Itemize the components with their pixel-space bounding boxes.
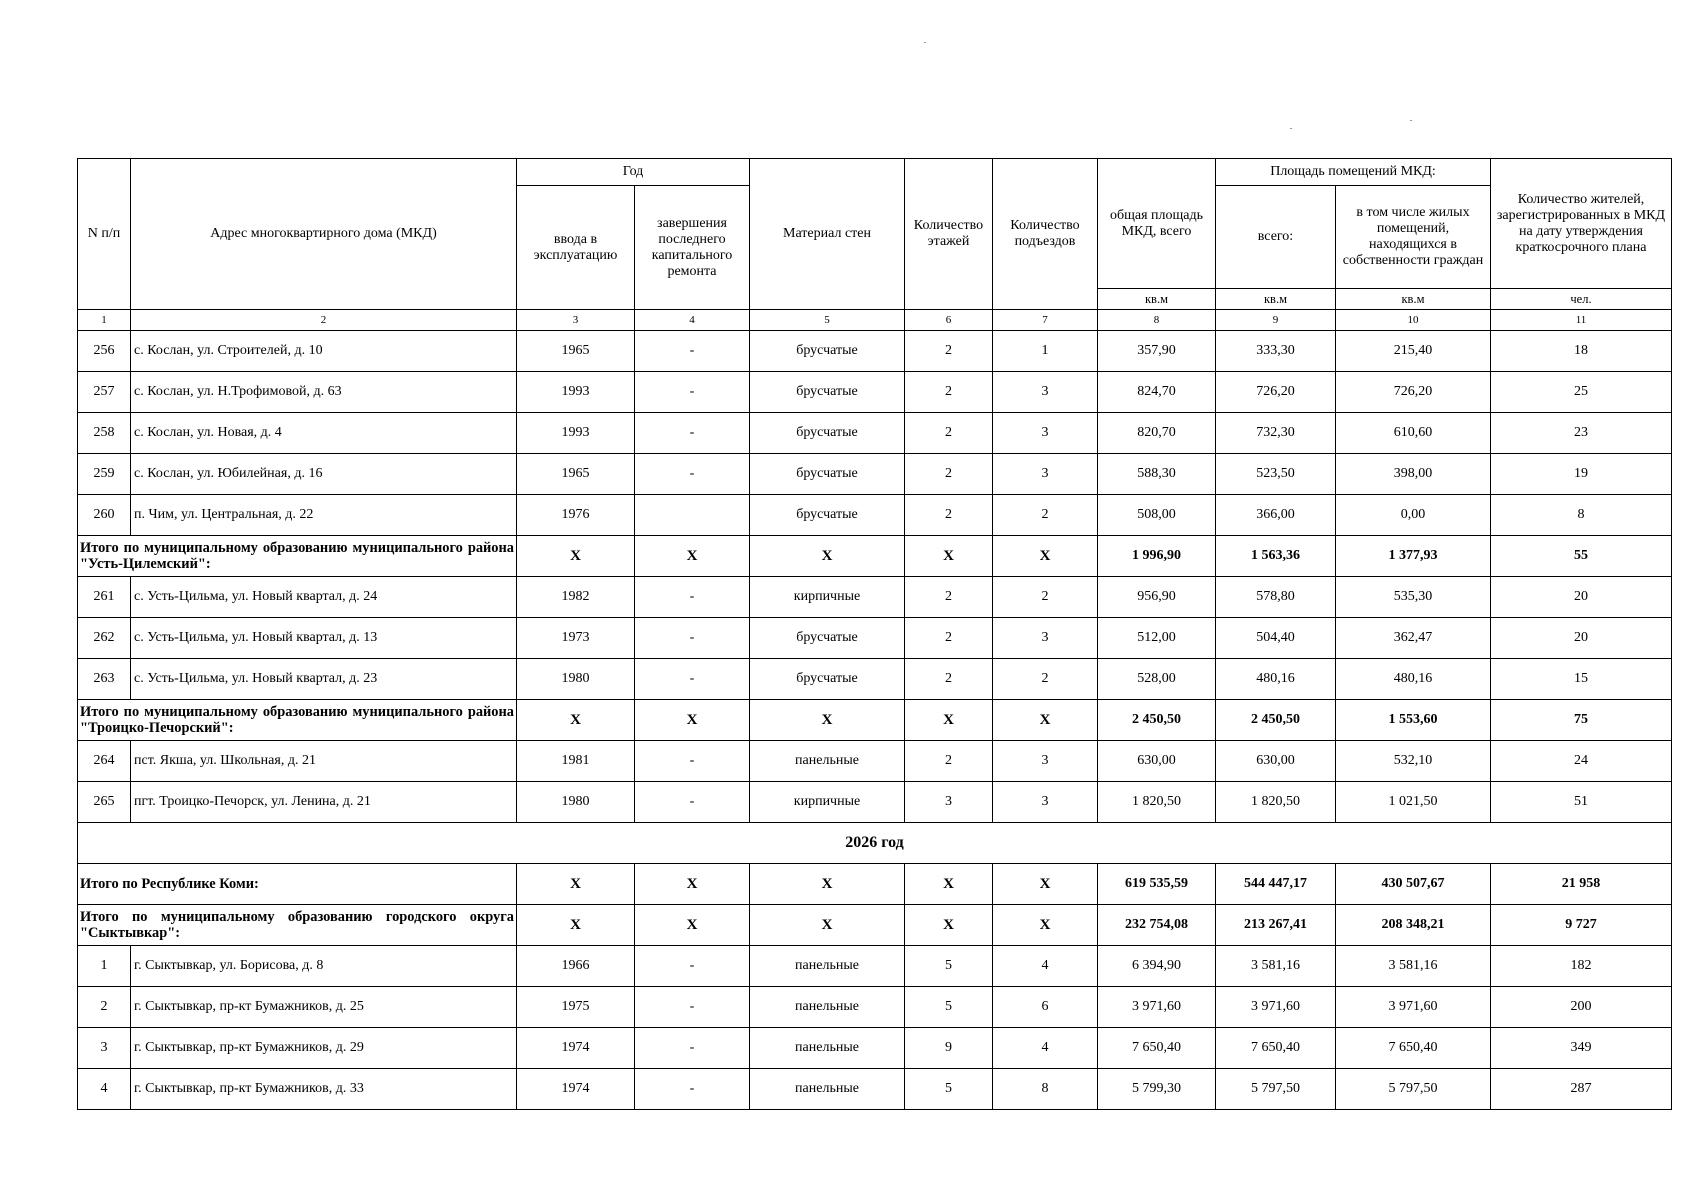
cell-floors: 2 bbox=[905, 495, 993, 536]
cell-entrances: 2 bbox=[993, 495, 1098, 536]
cell-floors: X bbox=[905, 905, 993, 946]
cell-area-all: 7 650,40 bbox=[1216, 1028, 1336, 1069]
cell-floors: 2 bbox=[905, 372, 993, 413]
cell-area-residential: 480,16 bbox=[1336, 659, 1491, 700]
cell-area-all: 480,16 bbox=[1216, 659, 1336, 700]
cell-floors: 2 bbox=[905, 454, 993, 495]
cell-address: г. Сыктывкар, ул. Борисова, д. 8 bbox=[131, 946, 517, 987]
cell-address: с. Усть-Цильма, ул. Новый квартал, д. 24 bbox=[131, 577, 517, 618]
header-row-1 bbox=[78, 159, 1672, 186]
cell-year-last-repair: - bbox=[635, 741, 750, 782]
cell-area-residential: 215,40 bbox=[1336, 331, 1491, 372]
cell-entrances: 8 bbox=[993, 1069, 1098, 1110]
cell-residents: 20 bbox=[1491, 577, 1672, 618]
cell-area-all: 732,30 bbox=[1216, 413, 1336, 454]
cell-area-all: 3 581,16 bbox=[1216, 946, 1336, 987]
cell-year-commission: X bbox=[517, 700, 635, 741]
cell-year-commission: 1975 bbox=[517, 987, 635, 1028]
column-numbers-row bbox=[78, 310, 1672, 331]
cell-year-commission: X bbox=[517, 905, 635, 946]
cell-row-num: 259 bbox=[78, 454, 131, 495]
cell-wall-material: кирпичные bbox=[750, 577, 905, 618]
col-number: 10 bbox=[1336, 310, 1491, 331]
cell-residents: 8 bbox=[1491, 495, 1672, 536]
year-section-label: 2026 год bbox=[78, 823, 1672, 864]
cell-year-commission: 1993 bbox=[517, 413, 635, 454]
cell-year-commission: 1981 bbox=[517, 741, 635, 782]
cell-residents: 55 bbox=[1491, 536, 1672, 577]
cell-year-last-repair: X bbox=[635, 864, 750, 905]
cell-floors: X bbox=[905, 700, 993, 741]
cell-total-area: 956,90 bbox=[1098, 577, 1216, 618]
unit-area-all: кв.м bbox=[1216, 289, 1336, 310]
cell-area-all: 213 267,41 bbox=[1216, 905, 1336, 946]
cell-year-last-repair: X bbox=[635, 905, 750, 946]
cell-year-commission: 1980 bbox=[517, 659, 635, 700]
cell-residents: 19 bbox=[1491, 454, 1672, 495]
cell-total-area: 588,30 bbox=[1098, 454, 1216, 495]
cell-row-num: 1 bbox=[78, 946, 131, 987]
table-row bbox=[78, 741, 1672, 782]
cell-residents: 25 bbox=[1491, 372, 1672, 413]
cell-entrances: 3 bbox=[993, 782, 1098, 823]
scan-speck bbox=[1410, 120, 1412, 121]
cell-year-commission: 1982 bbox=[517, 577, 635, 618]
cell-wall-material: X bbox=[750, 536, 905, 577]
cell-entrances: 1 bbox=[993, 331, 1098, 372]
header-entrances: Количество подъездов bbox=[993, 159, 1098, 310]
cell-floors: X bbox=[905, 536, 993, 577]
cell-residents: 23 bbox=[1491, 413, 1672, 454]
cell-area-residential: 208 348,21 bbox=[1336, 905, 1491, 946]
cell-year-commission: 1965 bbox=[517, 454, 635, 495]
table-row bbox=[78, 495, 1672, 536]
unit-area-residential: кв.м bbox=[1336, 289, 1491, 310]
cell-total-area: 3 971,60 bbox=[1098, 987, 1216, 1028]
cell-area-residential: 3 581,16 bbox=[1336, 946, 1491, 987]
cell-entrances: 3 bbox=[993, 413, 1098, 454]
cell-area-residential: 398,00 bbox=[1336, 454, 1491, 495]
cell-address: с. Кослан, ул. Н.Трофимовой, д. 63 bbox=[131, 372, 517, 413]
cell-residents: 182 bbox=[1491, 946, 1672, 987]
table-row bbox=[78, 987, 1672, 1028]
cell-row-num: 262 bbox=[78, 618, 131, 659]
cell-address: п. Чим, ул. Центральная, д. 22 bbox=[131, 495, 517, 536]
subtotal-label: Итого по муниципальному образованию муниципального района "Троицко-Печорский": bbox=[78, 700, 517, 741]
cell-floors: 2 bbox=[905, 413, 993, 454]
cell-year-last-repair: - bbox=[635, 659, 750, 700]
cell-year-last-repair: - bbox=[635, 946, 750, 987]
cell-wall-material: брусчатые bbox=[750, 413, 905, 454]
cell-entrances: X bbox=[993, 905, 1098, 946]
cell-residents: 75 bbox=[1491, 700, 1672, 741]
cell-area-residential: 1 553,60 bbox=[1336, 700, 1491, 741]
cell-entrances: X bbox=[993, 700, 1098, 741]
cell-area-all: 1 820,50 bbox=[1216, 782, 1336, 823]
cell-entrances: 4 bbox=[993, 1028, 1098, 1069]
header-year-last-repair: завершения последнего капитального ремонта bbox=[635, 186, 750, 310]
header-area-all: всего: bbox=[1216, 186, 1336, 289]
cell-year-commission: 1974 bbox=[517, 1028, 635, 1069]
cell-residents: 15 bbox=[1491, 659, 1672, 700]
cell-area-residential: 535,30 bbox=[1336, 577, 1491, 618]
cell-address: с. Кослан, ул. Строителей, д. 10 bbox=[131, 331, 517, 372]
cell-area-residential: 430 507,67 bbox=[1336, 864, 1491, 905]
cell-floors: 2 bbox=[905, 741, 993, 782]
cell-residents: 349 bbox=[1491, 1028, 1672, 1069]
cell-row-num: 261 bbox=[78, 577, 131, 618]
cell-year-last-repair: - bbox=[635, 331, 750, 372]
subtotal-label: Итого по Республике Коми: bbox=[78, 864, 517, 905]
cell-wall-material: брусчатые bbox=[750, 454, 905, 495]
cell-area-residential: 362,47 bbox=[1336, 618, 1491, 659]
cell-entrances: 4 bbox=[993, 946, 1098, 987]
table-row bbox=[78, 618, 1672, 659]
cell-wall-material: X bbox=[750, 700, 905, 741]
cell-residents: 200 bbox=[1491, 987, 1672, 1028]
subtotal-row bbox=[78, 700, 1672, 741]
cell-year-commission: 1965 bbox=[517, 331, 635, 372]
cell-entrances: 3 bbox=[993, 618, 1098, 659]
cell-floors: 3 bbox=[905, 782, 993, 823]
cell-area-all: 366,00 bbox=[1216, 495, 1336, 536]
cell-year-last-repair: - bbox=[635, 372, 750, 413]
cell-address: с. Усть-Цильма, ул. Новый квартал, д. 23 bbox=[131, 659, 517, 700]
cell-entrances: 2 bbox=[993, 659, 1098, 700]
cell-address: пст. Якша, ул. Школьная, д. 21 bbox=[131, 741, 517, 782]
cell-total-area: 512,00 bbox=[1098, 618, 1216, 659]
cell-wall-material: панельные bbox=[750, 946, 905, 987]
scan-speck bbox=[1290, 128, 1292, 129]
header-area-residential: в том числе жилых помещений, находящихся в собственности граждан bbox=[1336, 186, 1491, 289]
col-number: 2 bbox=[131, 310, 517, 331]
cell-row-num: 265 bbox=[78, 782, 131, 823]
cell-address: с. Кослан, ул. Новая, д. 4 bbox=[131, 413, 517, 454]
cell-floors: X bbox=[905, 864, 993, 905]
cell-year-commission: 1980 bbox=[517, 782, 635, 823]
subtotal-row bbox=[78, 905, 1672, 946]
cell-year-last-repair: - bbox=[635, 782, 750, 823]
cell-row-num: 260 bbox=[78, 495, 131, 536]
scan-speck bbox=[924, 42, 926, 43]
subtotal-row bbox=[78, 864, 1672, 905]
table-body bbox=[78, 331, 1672, 1110]
cell-area-all: 544 447,17 bbox=[1216, 864, 1336, 905]
cell-residents: 20 bbox=[1491, 618, 1672, 659]
cell-year-commission: 1973 bbox=[517, 618, 635, 659]
cell-total-area: 619 535,59 bbox=[1098, 864, 1216, 905]
cell-address: г. Сыктывкар, пр-кт Бумажников, д. 25 bbox=[131, 987, 517, 1028]
cell-wall-material: X bbox=[750, 905, 905, 946]
cell-year-commission: X bbox=[517, 536, 635, 577]
cell-area-residential: 7 650,40 bbox=[1336, 1028, 1491, 1069]
header-year-group: Год bbox=[517, 159, 750, 186]
cell-year-last-repair: X bbox=[635, 700, 750, 741]
cell-total-area: 2 450,50 bbox=[1098, 700, 1216, 741]
cell-year-commission: 1974 bbox=[517, 1069, 635, 1110]
cell-wall-material: панельные bbox=[750, 987, 905, 1028]
cell-wall-material: брусчатые bbox=[750, 495, 905, 536]
cell-year-last-repair: - bbox=[635, 1028, 750, 1069]
subtotal-label: Итого по муниципальному образованию муниципального района "Усть-Цилемский": bbox=[78, 536, 517, 577]
cell-area-all: 2 450,50 bbox=[1216, 700, 1336, 741]
cell-row-num: 3 bbox=[78, 1028, 131, 1069]
cell-residents: 24 bbox=[1491, 741, 1672, 782]
cell-year-last-repair: X bbox=[635, 536, 750, 577]
table-row bbox=[78, 413, 1672, 454]
cell-total-area: 357,90 bbox=[1098, 331, 1216, 372]
cell-address: г. Сыктывкар, пр-кт Бумажников, д. 29 bbox=[131, 1028, 517, 1069]
col-number: 9 bbox=[1216, 310, 1336, 331]
cell-area-all: 504,40 bbox=[1216, 618, 1336, 659]
cell-total-area: 820,70 bbox=[1098, 413, 1216, 454]
cell-wall-material: брусчатые bbox=[750, 659, 905, 700]
cell-year-last-repair bbox=[635, 495, 750, 536]
cell-floors: 5 bbox=[905, 946, 993, 987]
cell-entrances: X bbox=[993, 864, 1098, 905]
cell-total-area: 5 799,30 bbox=[1098, 1069, 1216, 1110]
header-area-group: Площадь помещений МКД: bbox=[1216, 159, 1491, 186]
cell-area-residential: 0,00 bbox=[1336, 495, 1491, 536]
cell-total-area: 1 996,90 bbox=[1098, 536, 1216, 577]
cell-total-area: 824,70 bbox=[1098, 372, 1216, 413]
cell-area-residential: 5 797,50 bbox=[1336, 1069, 1491, 1110]
cell-year-last-repair: - bbox=[635, 577, 750, 618]
cell-year-last-repair: - bbox=[635, 454, 750, 495]
header-total-area: общая площадь МКД, всего bbox=[1098, 159, 1216, 289]
header-year-commission: ввода в эксплуатацию bbox=[517, 186, 635, 310]
cell-area-all: 1 563,36 bbox=[1216, 536, 1336, 577]
table-row bbox=[78, 454, 1672, 495]
cell-entrances: 3 bbox=[993, 372, 1098, 413]
unit-total-area: кв.м bbox=[1098, 289, 1216, 310]
cell-entrances: 2 bbox=[993, 577, 1098, 618]
cell-wall-material: кирпичные bbox=[750, 782, 905, 823]
cell-area-all: 333,30 bbox=[1216, 331, 1336, 372]
cell-entrances: 3 bbox=[993, 741, 1098, 782]
col-number: 11 bbox=[1491, 310, 1672, 331]
cell-area-all: 5 797,50 bbox=[1216, 1069, 1336, 1110]
cell-row-num: 263 bbox=[78, 659, 131, 700]
table-row bbox=[78, 1028, 1672, 1069]
cell-floors: 2 bbox=[905, 331, 993, 372]
table-row bbox=[78, 659, 1672, 700]
cell-area-residential: 532,10 bbox=[1336, 741, 1491, 782]
unit-residents: чел. bbox=[1491, 289, 1672, 310]
cell-wall-material: X bbox=[750, 864, 905, 905]
cell-entrances: X bbox=[993, 536, 1098, 577]
housing-register-table bbox=[77, 158, 1672, 1110]
cell-entrances: 3 bbox=[993, 454, 1098, 495]
cell-year-last-repair: - bbox=[635, 987, 750, 1028]
cell-area-residential: 1 021,50 bbox=[1336, 782, 1491, 823]
table-row bbox=[78, 782, 1672, 823]
cell-row-num: 256 bbox=[78, 331, 131, 372]
table-row bbox=[78, 331, 1672, 372]
cell-address: с. Кослан, ул. Юбилейная, д. 16 bbox=[131, 454, 517, 495]
cell-residents: 18 bbox=[1491, 331, 1672, 372]
cell-year-commission: X bbox=[517, 864, 635, 905]
cell-total-area: 528,00 bbox=[1098, 659, 1216, 700]
col-number: 1 bbox=[78, 310, 131, 331]
cell-floors: 2 bbox=[905, 659, 993, 700]
cell-row-num: 4 bbox=[78, 1069, 131, 1110]
table-row bbox=[78, 577, 1672, 618]
cell-floors: 5 bbox=[905, 1069, 993, 1110]
cell-floors: 2 bbox=[905, 618, 993, 659]
cell-total-area: 6 394,90 bbox=[1098, 946, 1216, 987]
col-number: 3 bbox=[517, 310, 635, 331]
subtotal-row bbox=[78, 536, 1672, 577]
cell-row-num: 2 bbox=[78, 987, 131, 1028]
cell-year-commission: 1976 bbox=[517, 495, 635, 536]
cell-wall-material: брусчатые bbox=[750, 618, 905, 659]
col-number: 7 bbox=[993, 310, 1098, 331]
cell-address: г. Сыктывкар, пр-кт Бумажников, д. 33 bbox=[131, 1069, 517, 1110]
header-floors: Количество этажей bbox=[905, 159, 993, 310]
year-section-row bbox=[78, 823, 1672, 864]
cell-residents: 9 727 bbox=[1491, 905, 1672, 946]
table-row bbox=[78, 946, 1672, 987]
cell-residents: 21 958 bbox=[1491, 864, 1672, 905]
table-row bbox=[78, 372, 1672, 413]
cell-total-area: 7 650,40 bbox=[1098, 1028, 1216, 1069]
cell-wall-material: брусчатые bbox=[750, 372, 905, 413]
cell-year-commission: 1966 bbox=[517, 946, 635, 987]
cell-floors: 9 bbox=[905, 1028, 993, 1069]
cell-total-area: 232 754,08 bbox=[1098, 905, 1216, 946]
cell-row-num: 257 bbox=[78, 372, 131, 413]
cell-wall-material: брусчатые bbox=[750, 331, 905, 372]
cell-area-all: 523,50 bbox=[1216, 454, 1336, 495]
cell-total-area: 1 820,50 bbox=[1098, 782, 1216, 823]
cell-year-commission: 1993 bbox=[517, 372, 635, 413]
cell-wall-material: панельные bbox=[750, 741, 905, 782]
cell-total-area: 630,00 bbox=[1098, 741, 1216, 782]
col-number: 8 bbox=[1098, 310, 1216, 331]
cell-row-num: 264 bbox=[78, 741, 131, 782]
cell-row-num: 258 bbox=[78, 413, 131, 454]
header-residents: Количество жителей, зарегистрированных в МКД на дату утверждения краткосрочного плана bbox=[1491, 159, 1672, 289]
cell-floors: 5 bbox=[905, 987, 993, 1028]
cell-total-area: 508,00 bbox=[1098, 495, 1216, 536]
cell-area-all: 630,00 bbox=[1216, 741, 1336, 782]
cell-floors: 2 bbox=[905, 577, 993, 618]
col-number: 4 bbox=[635, 310, 750, 331]
cell-residents: 287 bbox=[1491, 1069, 1672, 1110]
table-row bbox=[78, 1069, 1672, 1110]
cell-area-residential: 726,20 bbox=[1336, 372, 1491, 413]
cell-residents: 51 bbox=[1491, 782, 1672, 823]
cell-area-all: 726,20 bbox=[1216, 372, 1336, 413]
cell-year-last-repair: - bbox=[635, 618, 750, 659]
cell-address: пгт. Троицко-Печорск, ул. Ленина, д. 21 bbox=[131, 782, 517, 823]
cell-area-residential: 1 377,93 bbox=[1336, 536, 1491, 577]
header-wall-material: Материал стен bbox=[750, 159, 905, 310]
cell-year-last-repair: - bbox=[635, 413, 750, 454]
cell-area-all: 3 971,60 bbox=[1216, 987, 1336, 1028]
cell-area-residential: 610,60 bbox=[1336, 413, 1491, 454]
cell-area-residential: 3 971,60 bbox=[1336, 987, 1491, 1028]
col-number: 5 bbox=[750, 310, 905, 331]
cell-entrances: 6 bbox=[993, 987, 1098, 1028]
cell-wall-material: панельные bbox=[750, 1028, 905, 1069]
header-address: Адрес многоквартирного дома (МКД) bbox=[131, 159, 517, 310]
header-num: N п/п bbox=[78, 159, 131, 310]
cell-year-last-repair: - bbox=[635, 1069, 750, 1110]
cell-wall-material: панельные bbox=[750, 1069, 905, 1110]
cell-address: с. Усть-Цильма, ул. Новый квартал, д. 13 bbox=[131, 618, 517, 659]
col-number: 6 bbox=[905, 310, 993, 331]
cell-area-all: 578,80 bbox=[1216, 577, 1336, 618]
subtotal-label: Итого по муниципальному образованию городского округа "Сыктывкар": bbox=[78, 905, 517, 946]
